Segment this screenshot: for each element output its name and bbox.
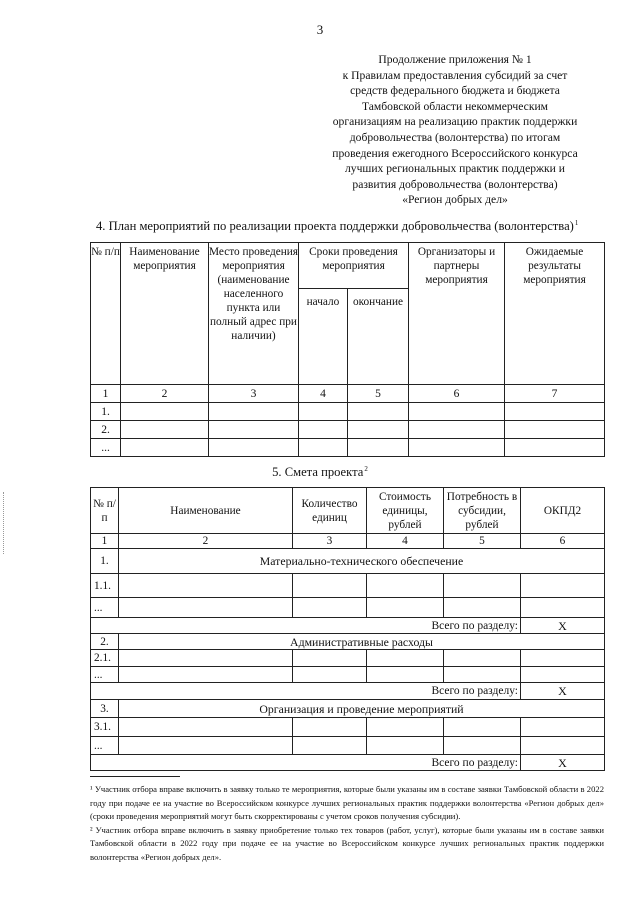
table-cell: [293, 718, 367, 737]
column-number: 3: [293, 534, 367, 549]
header-line: добровольчества (волонтерства) по итогам: [349, 130, 561, 144]
table-cell: [409, 403, 505, 421]
table-cell: [293, 598, 367, 618]
table-cell: [119, 667, 293, 683]
col-header-name: Наименование: [119, 488, 293, 534]
header-line: лучших региональных практик поддержки и: [345, 162, 565, 176]
table-row: [91, 650, 605, 667]
col-header-organizers: Организаторы и партнеры мероприятия: [409, 243, 505, 385]
page-number: 3: [316, 22, 324, 37]
total-row: [91, 755, 605, 771]
appendix-header: [300, 52, 610, 208]
table-cell: [293, 737, 367, 755]
budget-section-row: [91, 634, 605, 650]
row-number: ...: [91, 598, 119, 618]
section-number: 3.: [91, 700, 119, 718]
table-row: [91, 439, 605, 457]
col-header-dates: Сроки проведения мероприятия: [299, 243, 409, 289]
budget-table: [90, 487, 605, 771]
events-plan-table: [90, 242, 605, 457]
header-line: организациям на реализацию практик поддержки: [332, 115, 578, 129]
section-total-mark: Х: [521, 618, 605, 634]
table-cell: [505, 403, 605, 421]
section-4-title: [96, 219, 578, 234]
table-cell: [348, 403, 409, 421]
table-cell: [409, 421, 505, 439]
table-cell: [444, 718, 521, 737]
footnotes: [90, 783, 604, 865]
col-header-okpd2: ОКПД2: [521, 488, 605, 534]
table-cell: [119, 598, 293, 618]
column-number: 6: [521, 534, 605, 549]
column-number: 1: [91, 534, 119, 549]
table-cell: [409, 439, 505, 457]
col-header-subsidy-need: Потребность в субсидии, рублей: [444, 488, 521, 534]
row-number: ...: [91, 737, 119, 755]
section-5-title: [0, 465, 640, 480]
col-header-place: Место проведения мероприятия (наименование населенного пункта или полный адрес при наличии): [209, 243, 299, 385]
table-cell: [119, 737, 293, 755]
table-cell: [521, 574, 605, 598]
column-number: 4: [299, 385, 348, 403]
col-header-start: начало: [299, 289, 348, 385]
header-line: «Регион добрых дел»: [402, 193, 508, 207]
table-cell: [367, 718, 444, 737]
table-cell: [444, 598, 521, 618]
table-cell: [121, 421, 209, 439]
footnote-2: ² Участник отбора вправе включить в заявку приобретение только тех товаров (работ, услуг), которые были указаны им в составе заявки Тамбовской области в 2022 году при подаче ее на участие во Всероссийском конкурсе лучших региональных практик поддержки волонтерства «Регион добрых дел».: [90, 824, 604, 862]
total-row: [91, 683, 605, 700]
section-total-label: Всего по разделу:: [91, 755, 521, 771]
column-number: 3: [209, 385, 299, 403]
table-row: [91, 574, 605, 598]
table-cell: [348, 421, 409, 439]
table-cell: [444, 667, 521, 683]
section-5-title-text: 5. Смета проекта: [272, 465, 364, 480]
header-line: средств федерального бюджета и бюджета: [350, 84, 560, 98]
table-cell: [367, 667, 444, 683]
table-cell: [444, 574, 521, 598]
column-number: 2: [121, 385, 209, 403]
col-header-unit-cost: Стоимость единицы, рублей: [367, 488, 444, 534]
section-title: Организация и проведение мероприятий: [119, 700, 605, 718]
column-number: 6: [409, 385, 505, 403]
row-number: 2.1.: [91, 650, 119, 667]
column-number: 7: [505, 385, 605, 403]
section-total-mark: Х: [521, 683, 605, 700]
footnote-1: ¹ Участник отбора вправе включить в заявку только те мероприятия, которые были указаны им в составе заявки Тамбовской области в 2022 году при подаче ее на участие во Всероссийском конкурсе лучших региональных практик поддержки волонтерства «Регион добрых дел» (сроки проведения мероприятий могут быть скорректированы с учетом сроков получения субсидии).: [90, 784, 604, 822]
section-number: 1.: [91, 549, 119, 574]
header-line: Продолжение приложения № 1: [378, 53, 532, 66]
budget-section-row: [91, 700, 605, 718]
header-line: развития добровольчества (волонтерства): [352, 177, 558, 191]
column-number: 4: [367, 534, 444, 549]
col-header-num: № п/п: [91, 488, 119, 534]
table-cell: [293, 650, 367, 667]
table-cell: [367, 574, 444, 598]
table-cell: [121, 439, 209, 457]
footnote-ref-2: 2: [364, 465, 368, 473]
table-cell: [209, 439, 299, 457]
table-cell: [521, 667, 605, 683]
col-header-results: Ожидаемые результаты мероприятия: [505, 243, 605, 385]
table-cell: [444, 650, 521, 667]
table-cell: [209, 403, 299, 421]
table-cell: [299, 421, 348, 439]
table-cell: [119, 718, 293, 737]
table-row: [91, 598, 605, 618]
table-cell: [293, 574, 367, 598]
table-cell: [521, 598, 605, 618]
column-number: 1: [91, 385, 121, 403]
table-cell: [367, 737, 444, 755]
col-header-num: № п/п: [91, 243, 121, 385]
table-cell: [119, 650, 293, 667]
row-number: ...: [91, 667, 119, 683]
column-number: 5: [444, 534, 521, 549]
table-row: [91, 737, 605, 755]
table-cell: [299, 439, 348, 457]
table-cell: [209, 421, 299, 439]
table-cell: [444, 737, 521, 755]
row-number: ...: [91, 439, 121, 457]
table-cell: [505, 421, 605, 439]
table-cell: [521, 650, 605, 667]
table-row: [91, 718, 605, 737]
budget-section-row: [91, 549, 605, 574]
table-cell: [367, 598, 444, 618]
section-total-label: Всего по разделу:: [91, 618, 521, 634]
table-cell: [348, 439, 409, 457]
col-header-qty: Количество единиц: [293, 488, 367, 534]
footnote-ref-1: 1: [574, 219, 579, 227]
footnote-separator: [90, 776, 180, 777]
table-row: [91, 421, 605, 439]
table-cell: [121, 403, 209, 421]
table-cell: [293, 667, 367, 683]
col-header-event-name: Наименование мероприятия: [121, 243, 209, 385]
column-number: 2: [119, 534, 293, 549]
col-header-end: окончание: [348, 289, 409, 385]
table-row: [91, 403, 605, 421]
header-line: Тамбовской области некоммерческим: [361, 99, 548, 113]
table-cell: [521, 737, 605, 755]
row-number: 1.: [91, 403, 121, 421]
section-4-title-text: 4. План мероприятий по реализации проекта поддержки добровольчества (волонтерства): [96, 219, 574, 234]
table-cell: [119, 574, 293, 598]
table-cell: [521, 718, 605, 737]
table-row: [91, 667, 605, 683]
scan-margin-mark: [3, 492, 5, 554]
header-line: к Правилам предоставления субсидий за счет: [342, 68, 568, 82]
table-cell: [367, 650, 444, 667]
table-cell: [299, 403, 348, 421]
total-row: [91, 618, 605, 634]
section-total-mark: Х: [521, 755, 605, 771]
row-number: 1.1.: [91, 574, 119, 598]
header-line: проведения ежегодного Всероссийского конкурса: [332, 146, 578, 160]
table-cell: [505, 439, 605, 457]
section-number: 2.: [91, 634, 119, 650]
row-number: 2.: [91, 421, 121, 439]
section-title: Материально-технического обеспечение: [119, 549, 605, 574]
section-total-label: Всего по разделу:: [91, 683, 521, 700]
column-number: 5: [348, 385, 409, 403]
row-number: 3.1.: [91, 718, 119, 737]
section-title: Административные расходы: [119, 634, 605, 650]
